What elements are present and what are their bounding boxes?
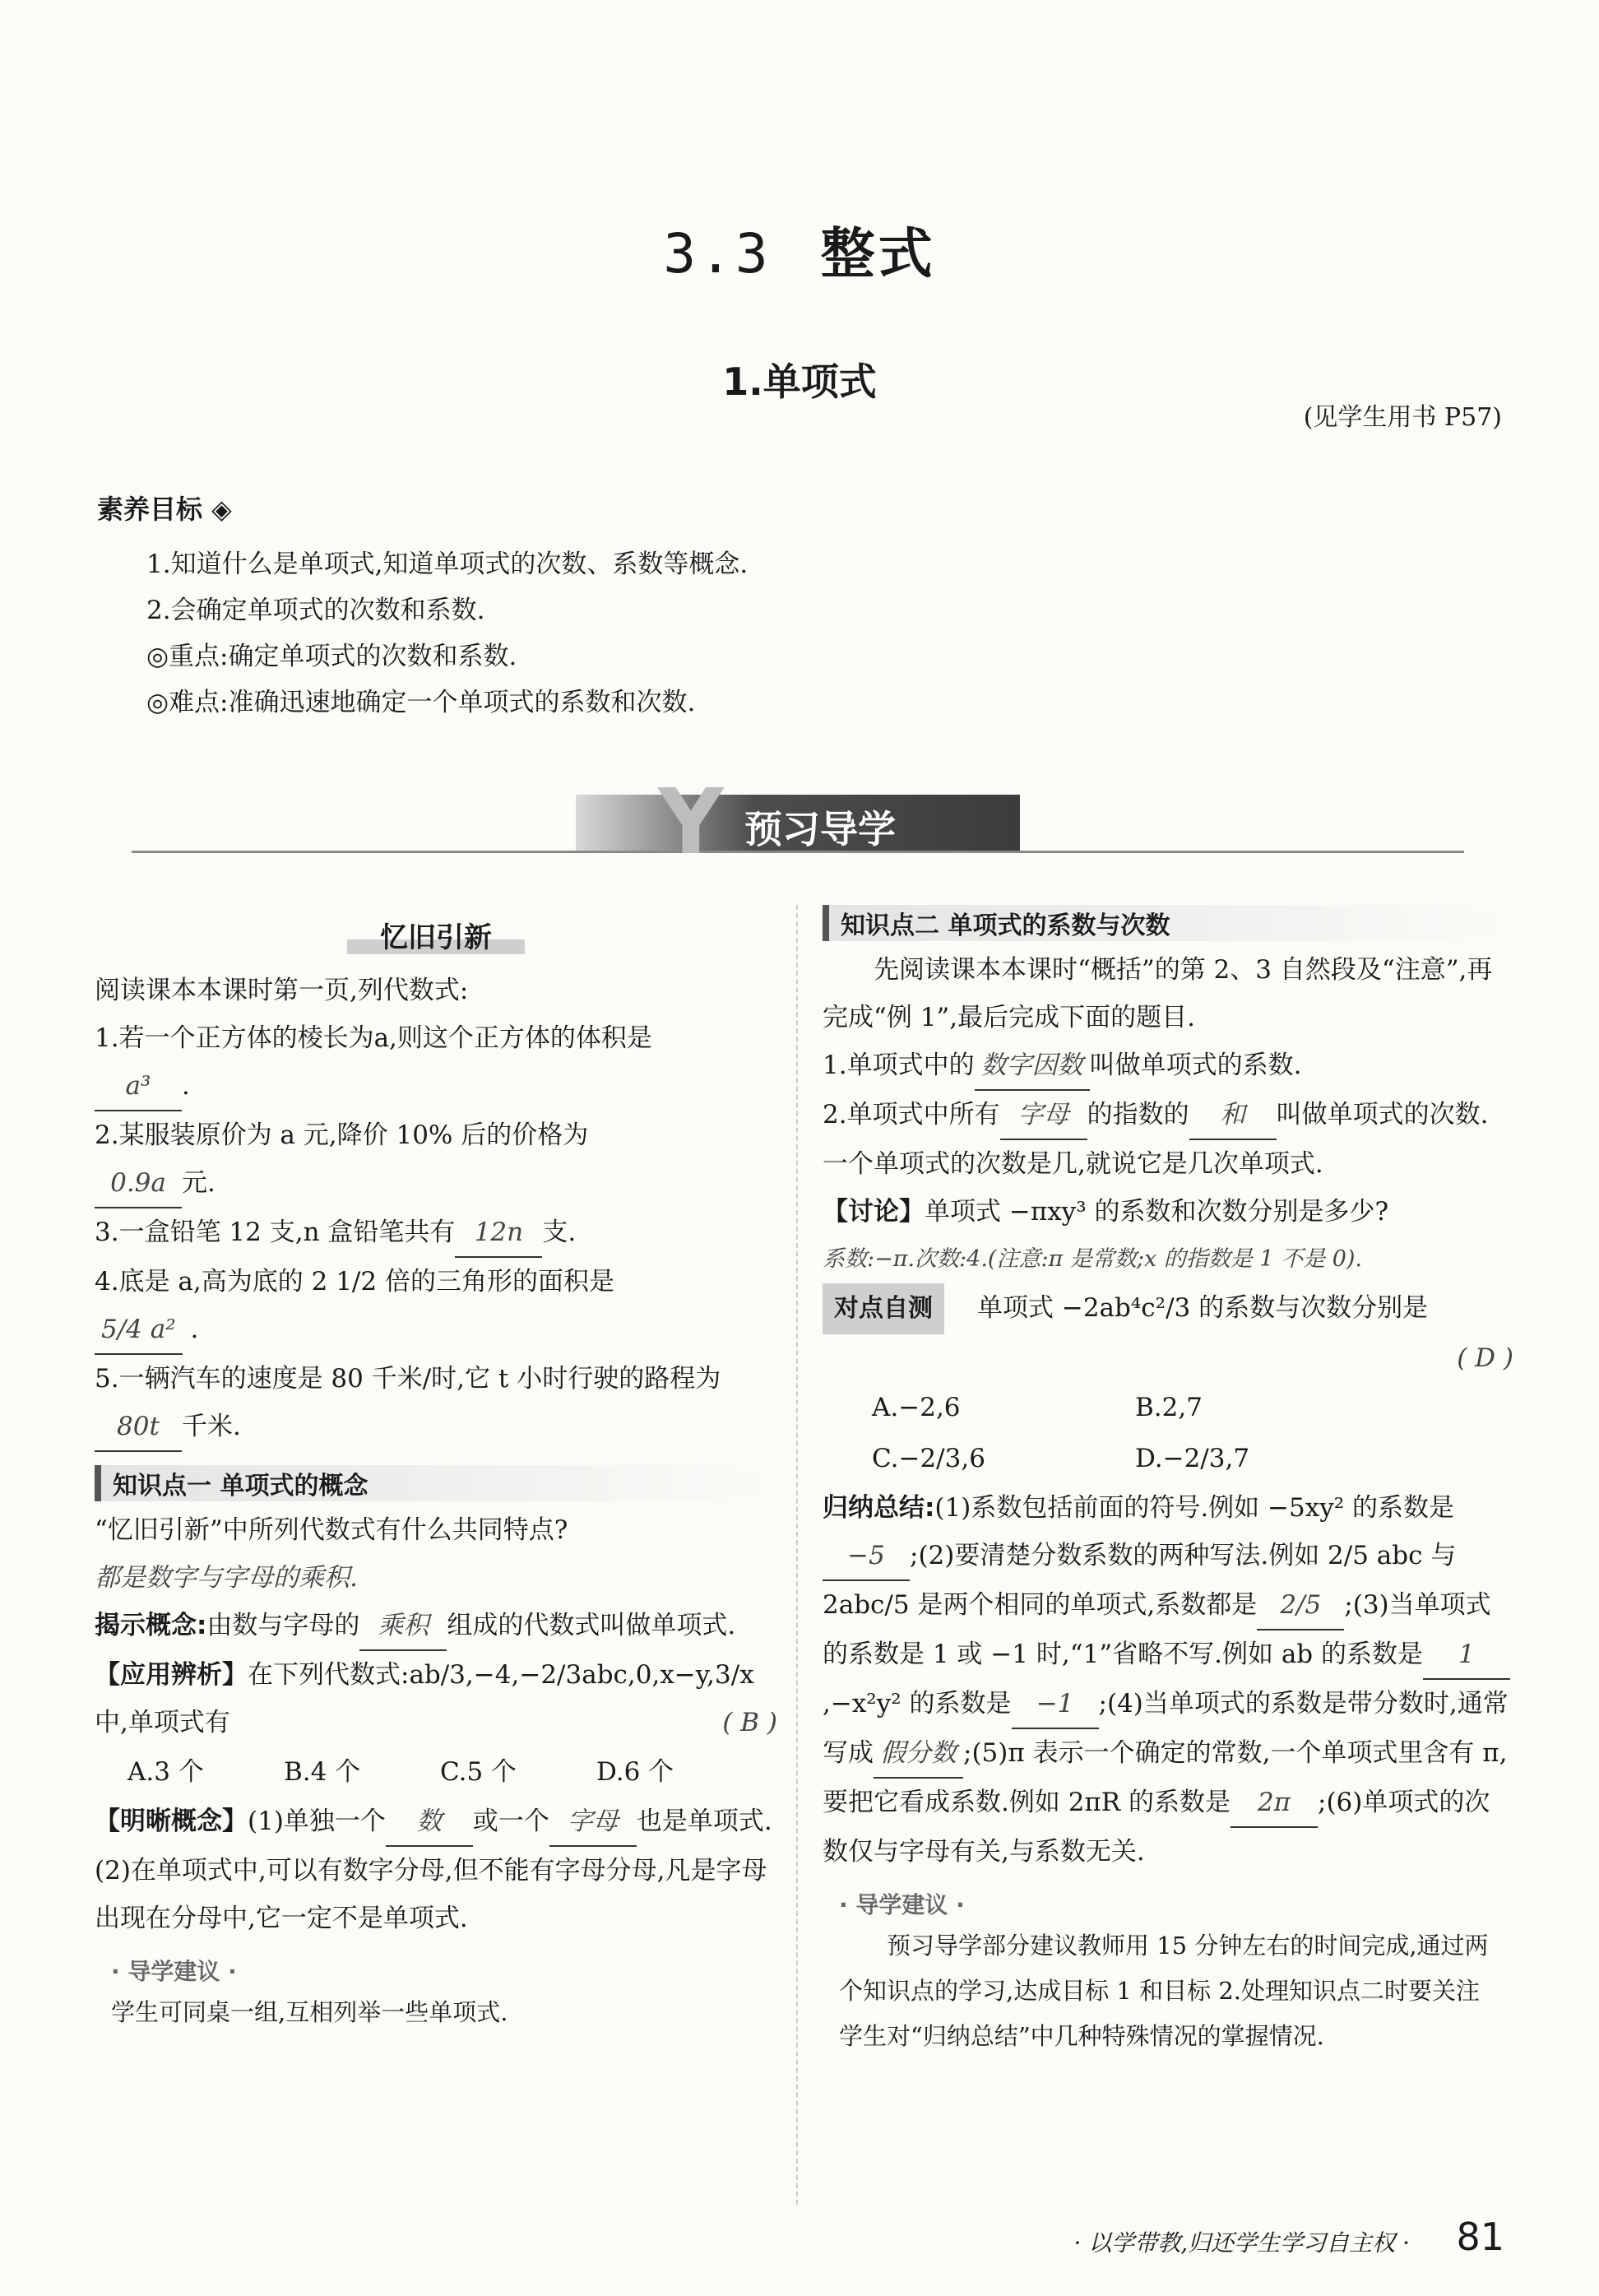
answer-blank: 乘积 xyxy=(359,1602,447,1651)
footer-slogan: · 以学带教,归还学生学习自主权 · xyxy=(1073,2229,1410,2257)
kp2-intro: 先阅读课本本课时“概括”的第 2、3 自然段及“注意”,再完成“例 1”,最后完成下面的题目. xyxy=(823,955,1493,1032)
chapter-title xyxy=(0,210,1599,288)
banner-y-logo: Y xyxy=(658,769,724,874)
self-test-badge: 对点自测 xyxy=(823,1283,944,1334)
answer-blank: 字母 xyxy=(1000,1091,1087,1140)
answer-choice: ( B ) xyxy=(722,1708,777,1737)
goal-item: 1.知道什么是单项式,知道单项式的次数、系数等概念. xyxy=(146,550,749,579)
goals-heading: 素养目标 ◈ xyxy=(97,494,232,525)
goal-item: ◎难点:准确迅速地确定一个单项式的系数和次数. xyxy=(146,688,696,717)
option: A.3 个 xyxy=(127,1757,204,1787)
kp2-question-2: 2.单项式中所有 字母 的指数的 和 叫做单项式的次数.一个单项式的次数是几,就说它是几次单项式. xyxy=(823,1091,1513,1188)
answer-blank: 字母 xyxy=(549,1797,637,1847)
reveal-concept: 揭示概念:由数与字母的 乘积 组成的代数式叫做单项式. xyxy=(95,1602,777,1651)
question-1: 1.若一个正方体的棱长为a,则这个正方体的体积是 a³ . xyxy=(95,1014,777,1111)
kp2-question-1: 1.单项式中的 数字因数 叫做单项式的系数. xyxy=(823,1041,1513,1091)
option: A.−2,6 xyxy=(872,1393,961,1422)
diamond-icon: ◈ xyxy=(202,494,232,525)
intro-text: 阅读课本本课时第一页,列代数式: xyxy=(95,976,469,1005)
answer-blank: 2/5 xyxy=(1257,1581,1344,1630)
column-divider xyxy=(796,905,798,2205)
guide-heading: · 导学建议 · xyxy=(839,1891,965,1918)
clarify-concept: 【明晰概念】(1)单独一个 数 或一个 字母 也是单项式.(2)在单项式中,可以有数字分母,但不能有字母分母,凡是字母出现在分母中,它一定不是单项式. xyxy=(95,1797,777,1942)
answer-blank: 2π xyxy=(1231,1779,1318,1828)
lesson-title: 1.单项式 xyxy=(722,359,877,404)
guide-heading: · 导学建议 · xyxy=(111,1958,237,1985)
option: C.5 个 xyxy=(440,1757,517,1787)
discussion-answer: 系数:−π.次数:4.(注意:π 是常数;x 的指数是 1 不是 0). xyxy=(823,1246,1362,1272)
answer-blank: 和 xyxy=(1189,1091,1277,1140)
answer-blank: −5 xyxy=(823,1532,910,1581)
knowledge-point-1-heading: 知识点一 单项式的概念 xyxy=(95,1465,777,1501)
option: C.−2/3,6 xyxy=(872,1444,985,1473)
book-reference: (见学生用书 P57) xyxy=(1303,403,1502,432)
guide-text: 预习导学部分建议教师用 15 分钟左右的时间完成,通过两个知识点的学习,达成目标 1 和目标 2.处理知识点二时要关注学生对“归纳总结”中几种特殊情况的掌握情况. xyxy=(839,1932,1489,2050)
section-banner: 预习导学 xyxy=(744,807,896,851)
goal-item: 2.会确定单项式的次数和系数. xyxy=(146,596,485,625)
options-list xyxy=(127,1746,777,1797)
question-2: 2.某服装原价为 a 元,降价 10% 后的价格为 0.9a 元. xyxy=(95,1111,777,1208)
option: D.−2/3,7 xyxy=(1135,1444,1250,1473)
left-column xyxy=(95,905,777,2035)
chapter-number: 3.3 xyxy=(663,222,772,285)
answer-blank: 5/4 a² xyxy=(95,1306,183,1355)
kp1-question: “忆旧引新”中所列代数式有什么共同特点? xyxy=(95,1515,568,1545)
answer-blank: a³ xyxy=(95,1062,182,1111)
answer-blank: 12n xyxy=(455,1208,542,1258)
page-number: 81 xyxy=(1456,2215,1504,2259)
answer-blank: 假分数 xyxy=(874,1729,963,1779)
apply-question: 【应用辨析】在下列代数式:ab/3,−4,−2/3abc,0,x−y,3/x 中,单项式有 ( B ) xyxy=(95,1651,777,1746)
answer-blank: 0.9a xyxy=(95,1159,182,1208)
self-test: 对点自测 单项式 −2ab⁴c²/3 的系数与次数分别是 xyxy=(823,1283,1513,1334)
knowledge-point-2-heading: 知识点二 单项式的系数与次数 xyxy=(823,905,1513,941)
answer-blank: 1 xyxy=(1423,1630,1510,1680)
answer-blank: 数字因数 xyxy=(975,1041,1090,1091)
options-list xyxy=(872,1382,1513,1484)
chapter-name: 整式 xyxy=(820,222,936,285)
answer-blank: 数 xyxy=(386,1797,473,1847)
option: B.2,7 xyxy=(1135,1393,1203,1422)
right-column xyxy=(823,905,1513,2059)
option: B.4 个 xyxy=(284,1757,361,1787)
question-3: 3.一盒铅笔 12 支,n 盒铅笔共有 12n 支. xyxy=(95,1208,777,1258)
question-5: 5.一辆汽车的速度是 80 千米/时,它 t 小时行驶的路程为80t 千米. xyxy=(95,1355,777,1452)
summary: 归纳总结:(1)系数包括前面的符号.例如 −5xy² 的系数是−5 ;(2)要清楚分数系数的两种写法.例如 2/5 abc 与 2abc/5 是两个相同的单项式,系数都是 2/5 ;(3)当单项式的系数是 1 或 −1 时,“1”省略不写.例如 ab 的系数是 1,−x²y² 的系数是 −1 ;(4)当单项式的系数是带分数时,通常写成 假分数 ;(5)π 表示一个确定的常数,一个单项式里含有 π,要把它看成系数.例如 2πR 的系数是 2π ;(6)单项式的次数仅与字母有关,与系数无关. xyxy=(823,1484,1513,1876)
guide-text: 学生可同桌一组,互相列举一些单项式. xyxy=(111,1998,508,2026)
answer-blank: −1 xyxy=(1012,1680,1099,1729)
answer-blank: 80t xyxy=(95,1403,182,1452)
self-test-answer: ( D ) xyxy=(1457,1343,1513,1373)
section-heading: 忆旧引新 xyxy=(95,915,777,955)
discussion: 【讨论】单项式 −πxy³ 的系数和次数分别是多少? xyxy=(823,1197,1389,1227)
goal-item: ◎重点:确定单项式的次数和系数. xyxy=(146,642,517,671)
option: D.6 个 xyxy=(596,1757,674,1787)
kp1-answer: 都是数字与字母的乘积. xyxy=(95,1563,358,1593)
question-4: 4.底是 a,高为底的 2 1/2 倍的三角形的面积是 5/4 a² . xyxy=(95,1258,777,1355)
